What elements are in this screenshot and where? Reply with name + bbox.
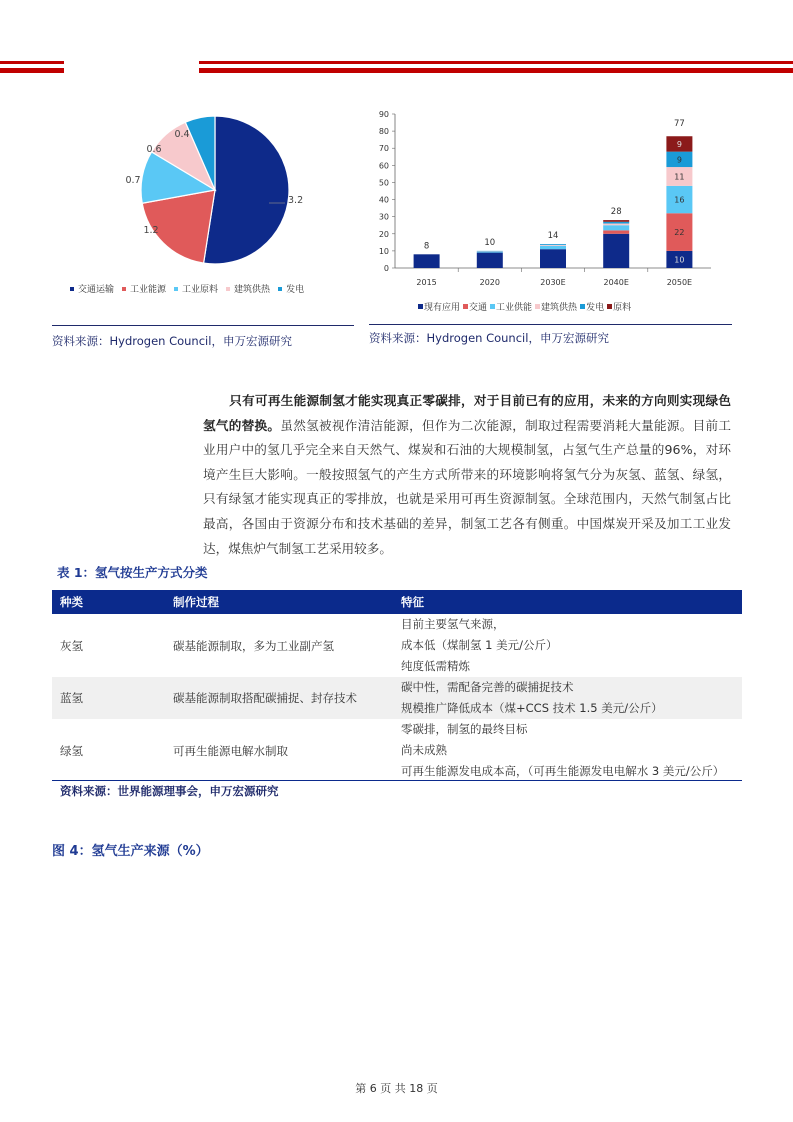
bar-legend-item	[607, 300, 631, 313]
bar-segment	[540, 245, 566, 246]
pie-data-label: 0.6	[146, 144, 162, 155]
row-type: 绿氢	[60, 743, 83, 758]
bar-segment-label: 16	[674, 195, 685, 205]
bar-segment-label: 9	[676, 139, 682, 149]
bar-total-label: 28	[610, 207, 622, 218]
row-type: 蓝氢	[52, 677, 165, 719]
feature-line: 成本低（煤制氢 1 美元/公斤）	[401, 638, 558, 652]
bar-segment	[603, 230, 629, 233]
pie-slice	[204, 116, 289, 264]
pie-legend-item	[226, 282, 270, 295]
bar-legend-item	[535, 300, 577, 313]
feature-line: 零碳排，制氢的最终目标	[401, 722, 528, 736]
bar-legend-item	[490, 300, 532, 313]
legend-label: 发电	[586, 303, 605, 313]
y-tick-label: 40	[378, 195, 389, 205]
y-tick-label: 70	[378, 144, 389, 154]
row-features	[393, 614, 742, 677]
row-features	[393, 677, 742, 719]
legend-swatch	[122, 287, 126, 291]
y-tick-label: 10	[378, 246, 389, 256]
bar-segment-label: 9	[676, 155, 682, 165]
legend-label: 现有应用	[424, 303, 461, 313]
table-source: 资料来源：世界能源理事会，申万宏源研究	[60, 784, 279, 798]
pie-data-label: 1.2	[143, 225, 159, 236]
page-footer: 第 6 页 共 18 页	[355, 1082, 438, 1095]
legend-swatch	[463, 304, 468, 309]
pie-legend-item	[174, 282, 218, 295]
bar-segment	[603, 224, 629, 226]
pie-legend-item	[70, 282, 114, 295]
legend-swatch	[174, 287, 178, 291]
bar-segment-label: 11	[674, 172, 685, 182]
y-tick-label: 20	[378, 229, 389, 239]
y-tick-label: 80	[378, 127, 389, 137]
feature-line: 规模推广降低成本（煤+CCS 技术 1.5 美元/公斤）	[401, 701, 663, 715]
pie-data-label: 3.2	[288, 195, 304, 206]
row-process: 碳基能源制取搭配碳捕捉、封存技术	[165, 677, 393, 719]
legend-label: 原料	[613, 303, 632, 313]
table-header-row	[52, 590, 742, 614]
bar-segment	[540, 244, 566, 245]
bar-segment	[477, 253, 503, 268]
legend-label: 建筑供热	[234, 285, 271, 295]
table-row	[52, 614, 742, 677]
table-header-type: 种类	[52, 590, 165, 614]
body-paragraph	[203, 389, 731, 561]
legend-label: 工业能源	[130, 285, 167, 295]
bar-segment-label: 22	[674, 228, 685, 238]
feature-line: 尚未成熟	[401, 743, 447, 757]
row-process: 可再生能源电解水制取	[173, 743, 288, 758]
bar-segment	[603, 225, 629, 230]
bar-legend	[418, 300, 634, 313]
y-tick-label: 90	[378, 110, 389, 119]
legend-swatch	[278, 287, 282, 291]
bar-segment	[477, 251, 503, 252]
pie-source: 资料来源：Hydrogen Council，申万宏源研究	[52, 334, 292, 348]
bar-legend-item	[463, 300, 487, 313]
x-tick-label: 2050E	[666, 278, 693, 287]
body-rest: 虽然氢被视作清洁能源，但作为二次能源，制取过程需要消耗大量能源。目前工业用户中的氢几乎完全来自天然气、煤炭和石油的大规模制氢，占氢气生产总量的96%，对环境产生巨大影响。一般按照氢气的产生方式所带来的环境影响将氢气分为灰氢、蓝氢、绿氢，只有绿氢才能实现真正的零排放，也就是采用可再生资源制氢。全球范围内，天然气制氢占比最高，各国由于资源分布和技术基础的差异，制氢工艺各有侧重。中国煤炭开采及加工工业发达，煤焦炉气制氢工艺采用较多。	[203, 417, 732, 556]
legend-swatch	[418, 304, 423, 309]
table-row	[52, 719, 742, 782]
x-tick-label: 2040E	[603, 278, 629, 287]
bar-total-label: 8	[423, 241, 430, 252]
bar-total-label: 10	[484, 237, 496, 248]
bar-total-label: 77	[673, 119, 685, 130]
x-tick-label: 2015	[416, 278, 437, 287]
table-header-process: 制作过程	[165, 590, 393, 614]
bar-segment	[540, 249, 566, 268]
legend-label: 建筑供热	[541, 303, 578, 313]
feature-line: 碳中性，需配备完善的碳捕捉技术	[401, 680, 574, 694]
legend-label: 工业原料	[182, 285, 219, 295]
bar-source: 资料来源：Hydrogen Council，申万宏源研究	[369, 331, 609, 345]
pie-chart	[55, 110, 355, 310]
header-rule-left-top	[0, 61, 64, 64]
y-tick-label: 30	[378, 212, 389, 222]
legend-swatch	[226, 287, 230, 291]
table-source-rule	[52, 780, 742, 781]
feature-line: 可再生能源发电成本高，（可再生能源发电电解水 3 美元/公斤）	[401, 764, 725, 778]
table-row	[52, 677, 742, 719]
figure-4-title: 图 4：氢气生产来源（%）	[52, 844, 209, 859]
bar-segment	[414, 254, 440, 268]
pie-legend	[70, 282, 312, 295]
legend-swatch	[580, 304, 585, 309]
legend-swatch	[70, 287, 74, 291]
table-header-features: 特征	[393, 590, 742, 614]
legend-label: 工业供能	[496, 303, 533, 313]
pie-source-rule	[52, 325, 354, 326]
bar-segment	[603, 220, 629, 222]
legend-label: 交通运输	[78, 285, 115, 295]
bar-legend-item	[418, 300, 460, 313]
bar-segment-label: 10	[674, 255, 685, 265]
bar-segment	[477, 252, 503, 253]
legend-label: 交通	[469, 303, 488, 313]
pie-legend-item	[122, 282, 166, 295]
legend-swatch	[490, 304, 495, 309]
y-tick-label: 50	[378, 178, 389, 188]
pie-data-label: 0.7	[125, 175, 141, 186]
bar-source-rule	[369, 324, 732, 325]
legend-label: 发电	[286, 285, 305, 295]
bar-chart	[365, 108, 745, 323]
header-rule-right-bottom	[199, 68, 793, 73]
x-tick-label: 2020	[479, 278, 500, 287]
hydrogen-classification-table	[52, 590, 742, 782]
bar-segment	[540, 246, 566, 249]
header-rule-left-bottom	[0, 68, 64, 73]
legend-swatch	[607, 304, 612, 309]
header-rule-right-top	[199, 61, 793, 64]
x-tick-label: 2030E	[540, 278, 566, 287]
row-type: 灰氢	[60, 638, 83, 653]
table-title: 表 1：氢气按生产方式分类	[57, 565, 208, 580]
pie-legend-item	[278, 282, 304, 295]
bar-segment	[603, 222, 629, 224]
feature-line: 目前主要氢气来源，	[401, 617, 505, 631]
y-tick-label: 0	[383, 264, 389, 273]
row-features	[393, 719, 742, 782]
legend-swatch	[535, 304, 540, 309]
body-bold-lead: 只有可再生能源制氢才能实现真正零碳排，对于目前已有的应用，未来的方向则实现绿色氢气的替换。	[203, 393, 731, 433]
bar-segment	[603, 234, 629, 268]
bar-legend-item	[580, 300, 604, 313]
pie-data-label: 0.4	[174, 129, 190, 140]
row-process: 碳基能源制取，多为工业副产氢	[173, 638, 334, 653]
y-tick-label: 60	[378, 161, 389, 171]
bar-total-label: 14	[547, 231, 559, 242]
feature-line: 纯度低需精炼	[401, 659, 470, 673]
